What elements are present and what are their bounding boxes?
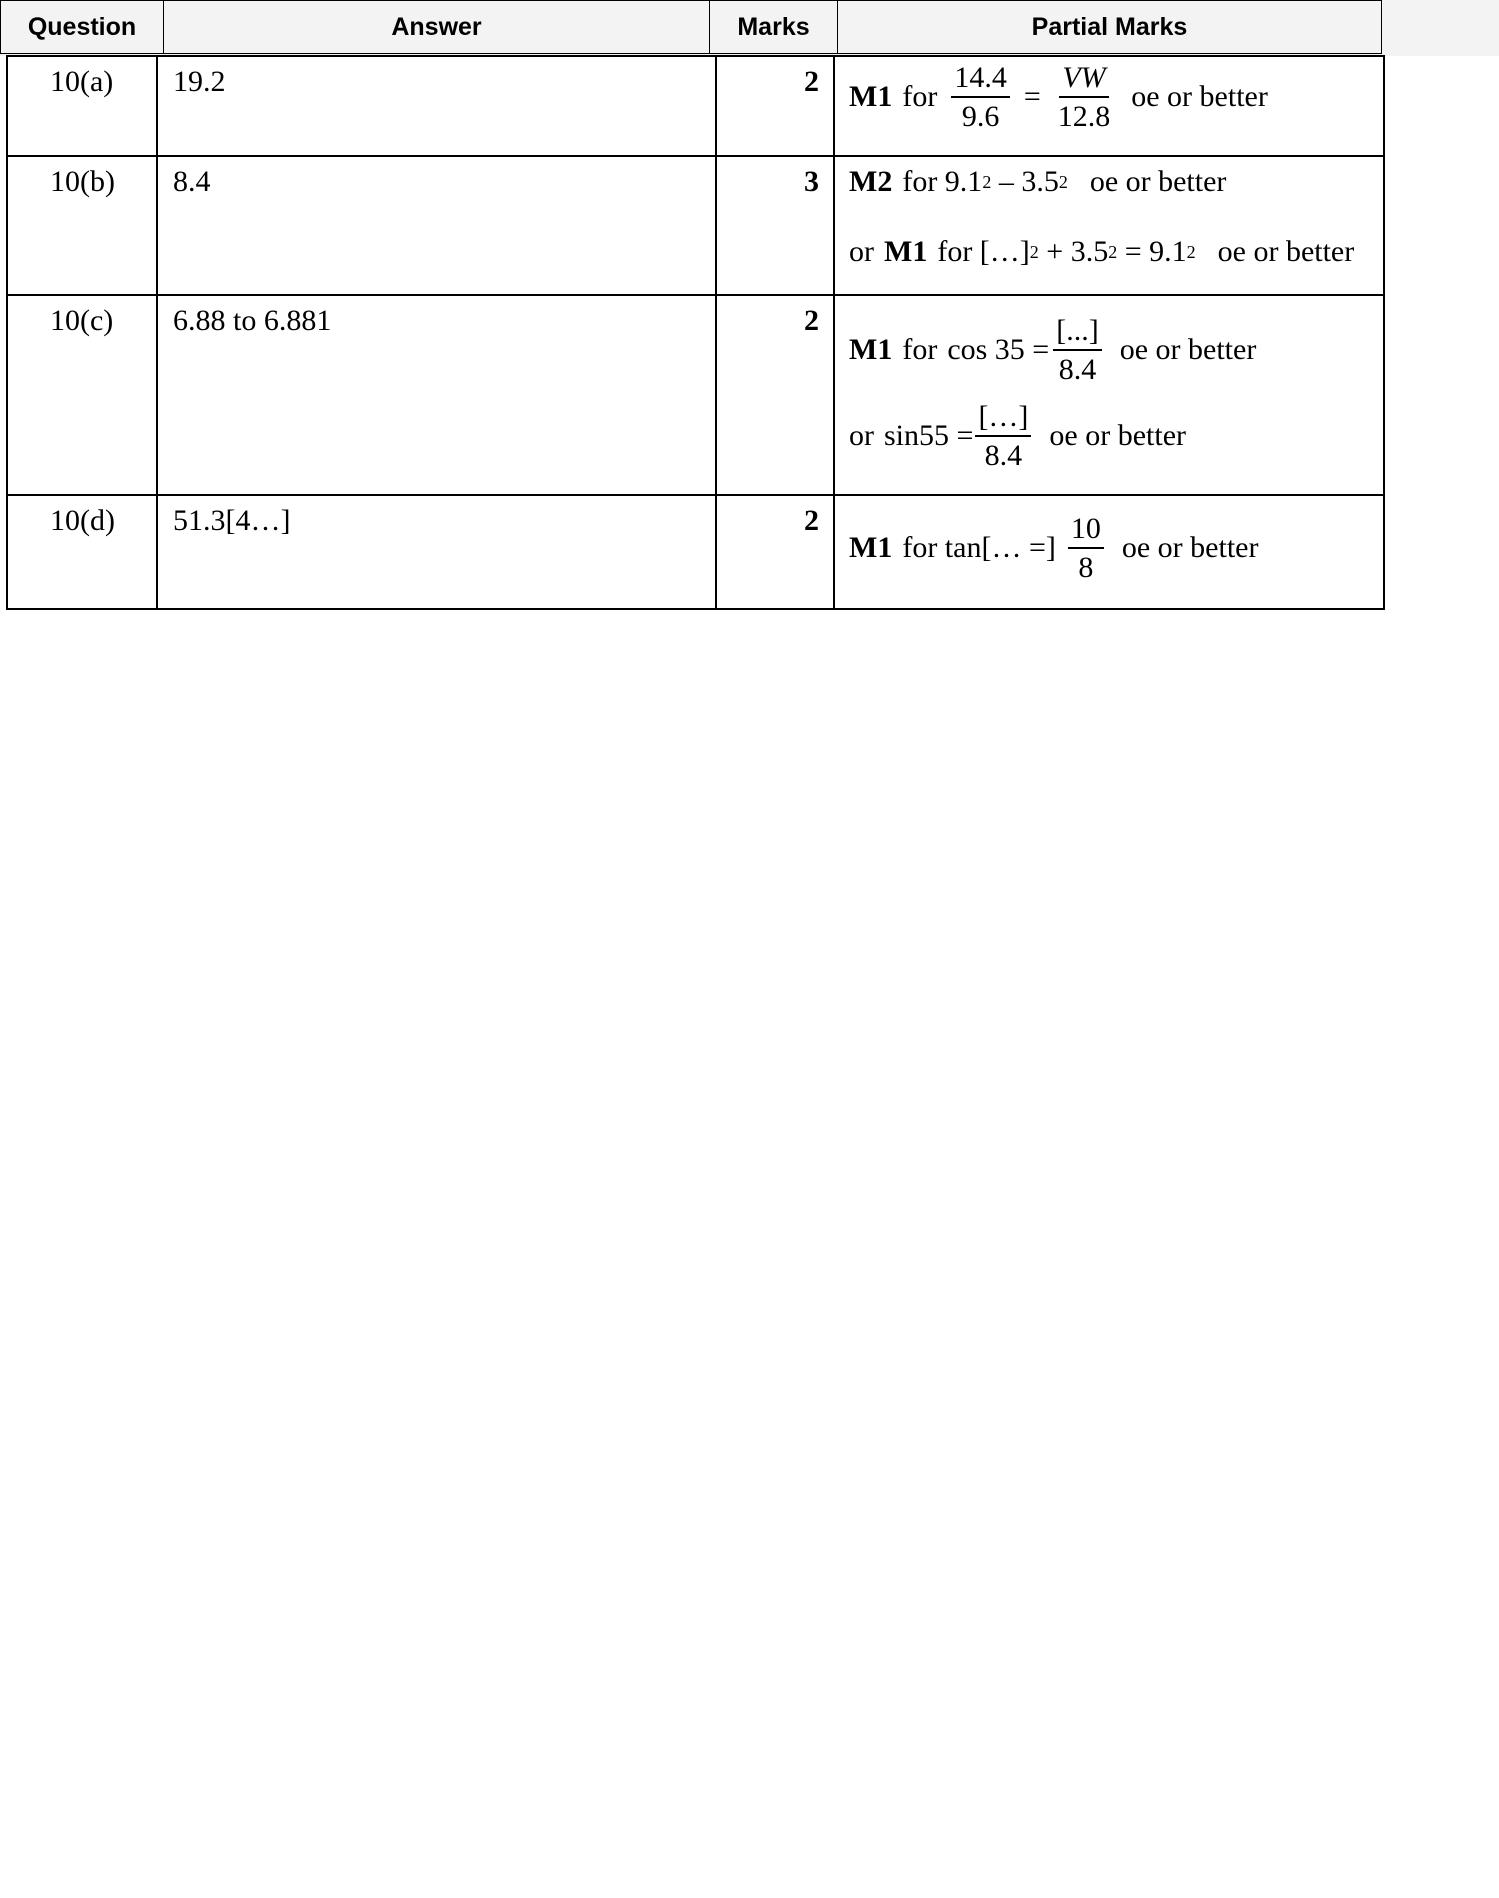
fraction [975,400,1031,472]
partial-marks-cell [835,157,1383,294]
for-text: for [902,80,938,113]
mark-code: M1 [849,333,893,366]
answer-cell [158,496,717,608]
fraction-numerator: VW [1059,61,1108,98]
marks-value: 3 [804,165,819,198]
mark-code: M1 [884,235,928,268]
question-cell [8,296,158,494]
fraction-numerator: [...] [1053,314,1101,351]
fraction [951,61,1010,133]
answer-value: 19.2 [173,65,226,98]
partial-line [849,61,1268,133]
header-marks: Marks [709,0,838,54]
answer-value: 51.3[4…] [173,504,291,537]
question-cell [8,57,158,155]
answer-value: 6.88 to 6.881 [173,304,332,337]
for-text: for [902,333,938,366]
oe-note: oe or better [1049,419,1187,452]
oe-note: oe or better [1089,165,1227,198]
expression-text: cos 35 = [947,333,1050,366]
marks-cell [717,496,835,608]
question-label: 10(d) [50,504,115,537]
marks-value: 2 [804,504,819,537]
or-text: or [849,235,874,268]
fraction-denominator: 9.6 [961,100,1000,133]
fraction [1068,512,1104,584]
expression-text: for 9.1 [902,165,983,198]
partial-line [849,314,1256,386]
fraction-denominator: 8.4 [1058,353,1097,386]
partial-line [849,512,1258,584]
marks-cell [717,157,835,294]
or-text: or [849,419,874,452]
expression-text: = 9.1 [1117,235,1187,268]
oe-note: oe or better [1119,333,1257,366]
fraction-denominator: 8.4 [984,439,1023,472]
fraction-numerator: 14.4 [951,61,1010,98]
answer-cell [158,157,717,294]
fraction-denominator: 12.8 [1057,100,1111,133]
expression-text: for tan[… =] [902,531,1056,564]
oe-note: oe or better [1217,235,1355,268]
partial-marks-cell [835,296,1383,494]
header-partial-marks: Partial Marks [837,0,1382,54]
mark-scheme-table [6,55,1385,610]
mark-code: M1 [849,80,893,113]
marks-value: 2 [804,65,819,98]
partial-line: M2 for 9.1 2 – 3.5 2 oe or better [849,165,1227,198]
partial-line [849,400,1186,472]
partial-marks-cell [835,496,1383,608]
table-row [8,57,1383,155]
question-label: 10(a) [50,65,114,98]
expression-text: for […] [937,235,1030,268]
marks-value: 2 [804,304,819,337]
equals-sign: = [1023,80,1041,113]
fraction-denominator: 8 [1078,551,1094,584]
marks-cell [717,296,835,494]
question-cell [8,157,158,294]
expression-text: – 3.5 [991,165,1059,198]
table-row [8,294,1383,494]
partial-marks-cell [835,57,1383,155]
partial-line: or M1 for […] 2 + 3.5 2 = 9.1 2 oe or better [849,235,1355,268]
header-question: Question [0,0,164,54]
mark-code: M2 [849,165,893,198]
question-label: 10(b) [50,165,115,198]
marks-cell [717,57,835,155]
question-cell [8,496,158,608]
fraction-numerator: 10 [1068,512,1104,549]
mark-code: M1 [849,531,893,564]
fraction [1053,314,1101,386]
fraction-numerator: […] [975,400,1031,437]
oe-note: oe or better [1131,80,1268,113]
question-label: 10(c) [50,304,114,337]
table-row [8,494,1383,608]
answer-cell [158,57,717,155]
answer-cell [158,296,717,494]
answer-value: 8.4 [173,165,211,198]
oe-note: oe or better [1121,531,1259,564]
table-row [8,155,1383,294]
header-answer: Answer [163,0,710,54]
fraction [1055,61,1114,133]
expression-text: + 3.5 [1038,235,1109,268]
expression-text: sin55 = [884,419,974,452]
